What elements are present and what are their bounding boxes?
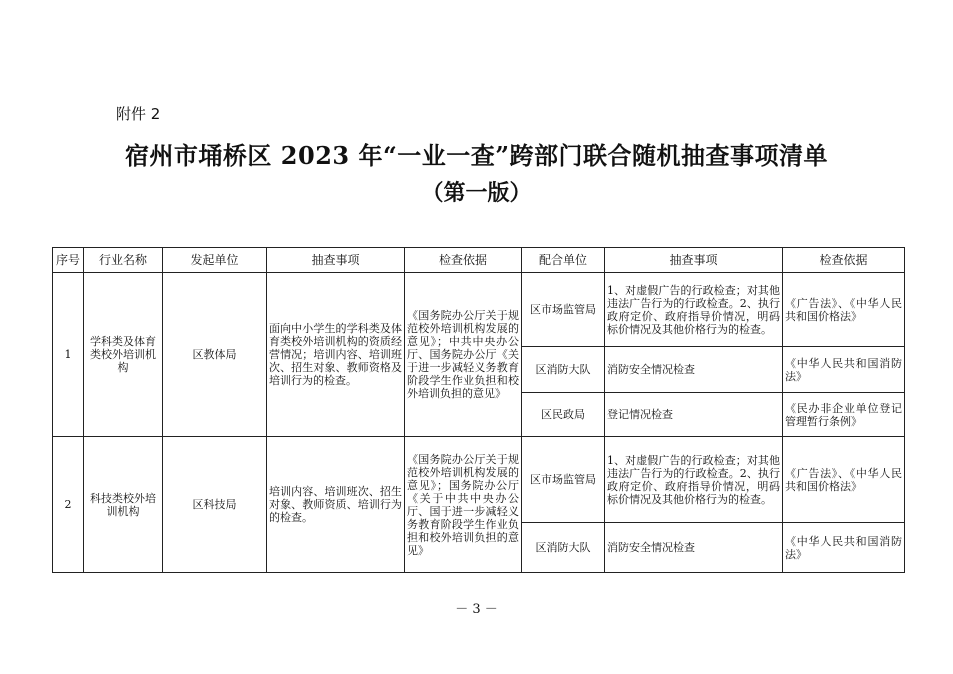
partner-unit: 区消防大队 <box>522 523 605 573</box>
header-cell: 抽查事项 <box>267 248 405 273</box>
header-cell: 配合单位 <box>522 248 605 273</box>
row-number: 2 <box>53 437 84 573</box>
partner-basis: 《中华人民共和国消防法》 <box>783 347 905 393</box>
partner-items: 1、对虚假广告的行政检查；对其他违法广告行为的行政检查。2、执行政府定价、政府指导价情况，明码标价情况及其他价格行为的检查。 <box>605 437 783 523</box>
table-row <box>53 437 905 523</box>
inspection-basis: 《国务院办公厅关于规范校外培训机构发展的意见》；中共中央办公厅、国务院办公厅《关于进一步减轻义务教育阶段学生作业负担和校外培训负担的意见》 <box>405 273 522 437</box>
partner-items: 登记情况检查 <box>605 393 783 437</box>
header-cell: 检查依据 <box>405 248 522 273</box>
partner-unit: 区市场监管局 <box>522 273 605 347</box>
partner-unit: 区民政局 <box>522 393 605 437</box>
header-cell: 检查依据 <box>783 248 905 273</box>
partner-basis: 《民办非企业单位登记管理暂行条例》 <box>783 393 905 437</box>
inspection-basis: 《国务院办公厅关于规范校外培训机构发展的意见》；国务院办公厅《关于中共中央办公厅、国于进一步减轻义务教育阶段学生作业负担和校外培训负担的意见》 <box>405 437 522 573</box>
header-cell: 抽查事项 <box>605 248 783 273</box>
partner-unit: 区市场监管局 <box>522 437 605 523</box>
document-title: 宿州市埇桥区 2023 年“一业一查”跨部门联合随机抽查事项清单 <box>124 141 829 170</box>
inspection-items: 面向中小学生的学科类及体育类校外培训机构的资质经营情况；培训内容、培训班次、招生对象、教师资格及培训行为的检查。 <box>267 273 405 437</box>
header-cell: 行业名称 <box>84 248 163 273</box>
header-cell: 序号 <box>53 248 84 273</box>
partner-basis: 《广告法》、《中华人民共和国价格法》 <box>783 437 905 523</box>
page-number: － 3 － <box>455 602 498 617</box>
industry-name: 科技类校外培训机构 <box>84 437 163 573</box>
partner-unit: 区消防大队 <box>522 347 605 393</box>
inspection-table <box>52 247 905 573</box>
partner-items: 消防安全情况检查 <box>605 523 783 573</box>
initiating-unit: 区教体局 <box>163 273 267 437</box>
partner-items: 消防安全情况检查 <box>605 347 783 393</box>
partner-basis: 《中华人民共和国消防法》 <box>783 523 905 573</box>
inspection-items: 培训内容、培训班次、招生对象、教师资质、培训行为的检查。 <box>267 437 405 573</box>
industry-name: 学科类及体育类校外培训机构 <box>84 273 163 437</box>
header-cell: 发起单位 <box>163 248 267 273</box>
partner-items: 1、对虚假广告的行政检查；对其他违法广告行为的行政检查。2、执行政府定价、政府指导价情况，明码标价情况及其他价格行为的检查。 <box>605 273 783 347</box>
table-header-row <box>53 248 905 273</box>
row-number: 1 <box>53 273 84 437</box>
document-subtitle: （第一版） <box>421 180 532 206</box>
initiating-unit: 区科技局 <box>163 437 267 573</box>
attachment-label: 附件 2 <box>116 105 161 123</box>
table-row <box>53 273 905 347</box>
partner-basis: 《广告法》、《中华人民共和国价格法》 <box>783 273 905 347</box>
